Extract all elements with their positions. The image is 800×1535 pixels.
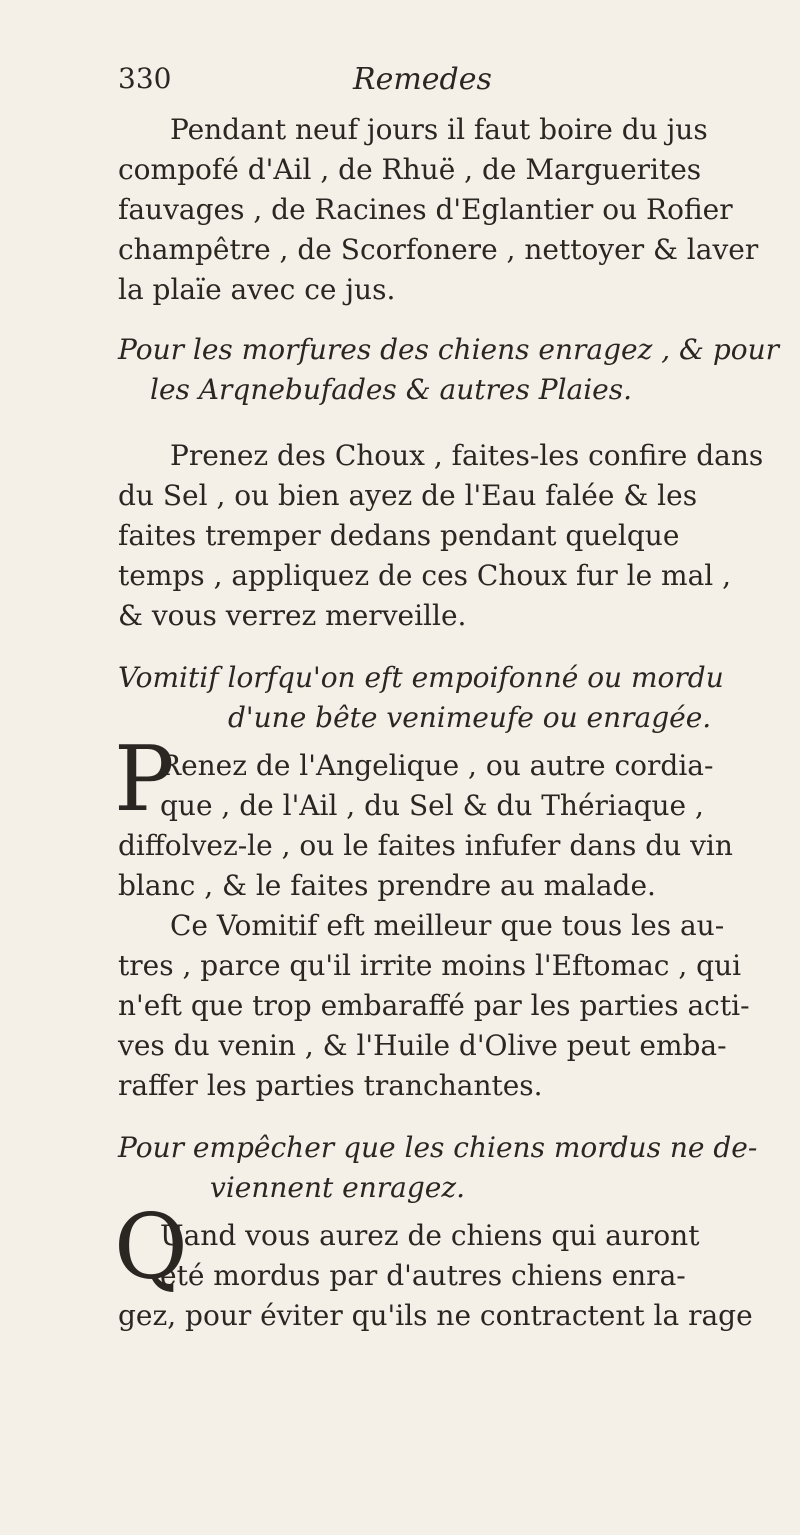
section-heading: d'une bête venimeufe ou enragée. — [228, 701, 712, 734]
page-header — [118, 62, 738, 102]
text-line: diffolvez-le , ou le faites infufer dans du vin — [118, 829, 733, 862]
text-line: gez, pour éviter qu'ils ne contractent la rage — [118, 1299, 753, 1332]
text-line: champêtre , de Scorfonere , nettoyer & laver — [118, 233, 759, 266]
text-line: Prenez des Choux , faites-les confire dans — [170, 439, 764, 472]
text-line: Uand vous aurez de chiens qui auront — [160, 1219, 700, 1252]
drop-cap: P — [114, 727, 175, 832]
text-line: que , de l'Ail , du Sel & du Thériaque , — [160, 789, 704, 822]
text-line: Renez de l'Angelique , ou autre cordia- — [160, 749, 714, 782]
text-line: tres , parce qu'il irrite moins l'Eftomac , qui — [118, 949, 742, 982]
section-heading: Pour empêcher que les chiens mordus ne de- — [118, 1131, 758, 1164]
text-line: fauvages , de Racines d'Eglantier ou Rofier — [118, 193, 733, 226]
text-line: faites tremper dedans pendant quelque — [118, 519, 680, 552]
section-heading: viennent enragez. — [210, 1171, 465, 1204]
section-heading: Pour les morfures des chiens enragez , & pour — [118, 333, 780, 366]
page-number: 330 — [118, 62, 172, 95]
section-heading: les Arqnebufades & autres Plaies. — [150, 373, 633, 406]
section-heading: Vomitif lorfqu'on eft empoifonné ou mordu — [118, 661, 724, 694]
text-line: blanc , & le faites prendre au malade. — [118, 869, 656, 902]
running-title: Remedes — [353, 62, 492, 97]
text-line: été mordus par d'autres chiens enra- — [160, 1259, 686, 1292]
text-line: raffer les parties tranchantes. — [118, 1069, 543, 1102]
drop-cap: Q — [114, 1195, 188, 1300]
text-line: Ce Vomitif eft meilleur que tous les au- — [170, 909, 725, 942]
text-line: ves du venin , & l'Huile d'Olive peut emba- — [118, 1029, 727, 1062]
text-line: n'eft que trop embaraffé par les parties acti- — [118, 989, 750, 1022]
text-line: du Sel , ou bien ayez de l'Eau falée & les — [118, 479, 698, 512]
text-line: la plaïe avec ce jus. — [118, 273, 396, 306]
text-line: Pendant neuf jours il faut boire du jus — [170, 113, 708, 146]
text-line: temps , appliquez de ces Choux fur le mal , — [118, 559, 732, 592]
text-line: compofé d'Ail , de Rhuë , de Marguerites — [118, 153, 702, 186]
text-line: & vous verrez merveille. — [118, 599, 467, 632]
